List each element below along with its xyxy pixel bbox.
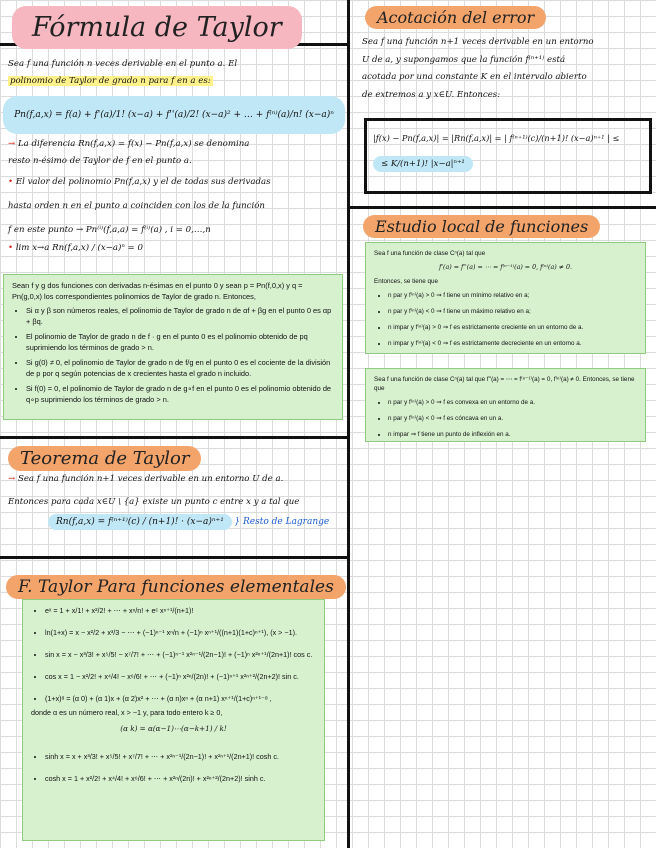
properties-intro: Sean f y g dos funciones con derivadas n-ésimas en el punto 0 y sean p = Pn(f,0,x) y q = Pn(g,0,x) los correspondientes polinomios de Taylor de grado n. Entonces, [12,281,303,301]
error-bound-highlight: ≤ K/(n+1)! |x−a|ⁿ⁺¹ [373,156,473,172]
elementales-box [22,599,325,841]
list-item: • n par y f⁽ⁿ⁾(a) < 0 ⇒ f es cóncava en un a. [388,414,637,423]
bullet-icon: • [8,243,16,253]
binomial-definition: (α k) = α(α−1)⋯(α−k+1) / k! [120,724,227,733]
formula-text [8,56,342,90]
list-item: • n impar y f⁽ⁿ⁾(a) > 0 ⇒ f es estrictamente creciente en un entorno de a. [388,323,637,332]
list-item: • sin x = x − x³/3! + x⁵/5! − x⁷/7! + ⋯ + (−1)ⁿ⁻¹ x²ⁿ⁻¹/(2n−1)! + (−1)ⁿ x²ⁿ⁺¹/(2n+1)! cos c. [45,650,316,660]
list-item: • El polinomio de Taylor de grado n de f · g en el punto 0 es el polinomio obtenido de pq suprimiendo los términos de grado > n. [26,332,334,353]
list-item: • cosh x = 1 + x²/2! + x⁴/4! + x⁶/6! + ⋯ + x²ⁿ/(2n)! + x²ⁿ⁺²/(2n+2)! sinh c. [45,774,316,784]
extrema-then: Entonces, se tiene que [374,278,439,285]
taylor-polynomial [3,96,345,134]
extrema-intro: Sea f una función de clase Cⁿ(a) tal que [374,250,486,257]
lagrange-label: } Resto de Lagrange [234,517,330,527]
list-item: • Si α y β son números reales, el polinomio de Taylor de grado n de αf + βg en el punto 0 es αp + βq. [26,306,334,327]
remainder-text [8,136,342,170]
list-item: • ln(1+x) = x − x²/2 + x³/3 − ⋯ + (−1)ⁿ⁻¹ xⁿ/n + (−1)ⁿ xⁿ⁺¹/((n+1)(1+c)ⁿ⁺¹), (x > −1). [45,628,316,638]
elementales-list [31,606,316,704]
list-item: • n par y f⁽ⁿ⁾(a) < 0 ⇒ f tiene un máximo relativo en a; [388,307,637,316]
derivatives-line: hasta orden n en el punto a coinciden con los de la función [8,201,265,211]
convexity-list [374,398,637,439]
extrema-box [365,242,646,354]
bullet-icon: • [8,177,16,187]
lagrange-formula: Rn(f,a,x) = f⁽ⁿ⁺¹⁾(c) / (n+1)! · (x−a)ⁿ⁺¹ [48,514,232,530]
properties-box [3,274,343,420]
properties-list [12,306,334,405]
section-rule [347,206,656,209]
error-bound-box [364,118,652,194]
acotacion-title: Acotación del error [365,6,546,29]
elementales-note: donde α es un número real, x > −1 y, para todo entero k ≥ 0, [31,708,223,717]
extrema-condition: f'(a) = f''(a) = ⋯ = f⁽ⁿ⁻¹⁾(a) = 0, f⁽ⁿ⁾(a) ≠ 0. [438,264,573,271]
formula-title: Fórmula de Taylor [12,6,302,49]
list-item: • n par y f⁽ⁿ⁾(a) > 0 ⇒ f tiene un mínimo relativo en a; [388,291,637,300]
elementales-list-hyperbolic [31,752,316,784]
list-item: • n par y f⁽ⁿ⁾(a) > 0 ⇒ f es convexa en un entorno de a. [388,398,637,407]
limit-formula [8,240,342,257]
acotacion-text [362,34,652,104]
error-bound-line: |f(x) − Pn(f,a,x)| = |Rn(f,a,x)| = | f⁽ⁿ⁺¹⁾(c)/(n+1)! (x−a)ⁿ⁺¹ | ≤ [373,133,620,143]
estudio-title: Estudio local de funciones [363,215,600,238]
derivatives-line [8,174,342,191]
acotacion-line: Sea f una función n+1 veces derivable en un entorno [362,37,594,47]
acotacion-line: de extremos a y x∈U. Entonces: [362,89,501,100]
taylor-polynomial-text: Pn(f,a,x) = f(a) + f'(a)/1! (x−a) + f''(a)/2! (x−a)² + … + f⁽ⁿ⁾(a)/n! (x−a)ⁿ [14,110,334,120]
derivatives-line: f en este punto → Pn⁽ⁱ⁾(f,a,a) = f⁽ⁱ⁾(a) , i = 0,…,n [8,225,211,235]
arrow-icon: → [8,474,18,484]
convexity-box [365,368,646,442]
remainder-line-text: La diferencia Rn(f,a,x) = f(x) − Pn(f,a,x) se denomina [17,139,250,149]
list-item: • n impar y f⁽ⁿ⁾(a) < 0 ⇒ f es estrictamente decreciente en un entorno a. [388,339,637,348]
remainder-line [8,136,342,153]
error-bound-line [373,159,473,169]
derivatives-line-text: El valor del polinomio Pn(f,a,x) y el de todas sus derivadas [15,177,271,187]
formula-highlight: polinomio de Taylor de grado n para f en a es: [10,76,211,86]
list-item: • eˣ = 1 + x/1! + x²/2! + ⋯ + xⁿ/n! + eᶜ xⁿ⁺¹/(n+1)! [45,606,316,616]
derivatives-text [8,174,342,239]
extrema-list [374,291,637,348]
limit-formula-text: lim x→a Rn(f,a,x) / (x−a)ⁿ = 0 [15,243,143,253]
formula-line: Sea f una función n veces derivable en el punto a. El [8,59,238,69]
lagrange-row [48,516,329,527]
section-rule [0,556,347,559]
section-rule [0,436,347,439]
teorema-line [8,471,342,488]
formula-line [8,73,342,90]
teorema-title: Teorema de Taylor [8,446,201,471]
list-item: • cos x = 1 − x²/2! + x⁴/4! − x⁶/6! + ⋯ + (−1)ⁿ x²ⁿ/(2n)! + (−1)ⁿ⁺¹ x²ⁿ⁺²/(2n+2)! sin c. [45,672,316,682]
list-item: • sinh x = x + x³/3! + x⁵/5! + x⁷/7! + ⋯ + x²ⁿ⁻¹/(2n−1)! + x²ⁿ⁺¹/(2n+1)! cosh c. [45,752,316,762]
elementales-title: F. Taylor Para funciones elementales [6,575,346,599]
column-divider [347,0,350,848]
convexity-intro: Sea f una función de clase Cⁿ(a) tal que f''(a) = ⋯ = f⁽ⁿ⁻¹⁾(a) = 0, f⁽ⁿ⁾(a) ≠ 0. Entonces, se tiene que [374,376,635,392]
list-item: • Si g(0) ≠ 0, el polinomio de Taylor de grado n de f/g en el punto 0 es el cociente de la división de p por q según potencias de x crecientes hasta el grado n incluido. [26,358,334,379]
teorema-line-text: Sea f una función n+1 veces derivable en un entorno U de a. [17,474,284,484]
arrow-icon: → [8,139,18,149]
list-item: • Si f(0) = 0, el polinomio de Taylor de grado n de g∘f en el punto 0 es el polinomio obtenido de q∘p suprimiendo los términos de grado > n. [26,384,334,405]
remainder-line: resto n-ésimo de Taylor de f en el punto a. [8,156,192,166]
list-item: • (1+x)ᵅ = (α 0) + (α 1)x + (α 2)x² + ⋯ + (α n)xⁿ + (α n+1) xⁿ⁺¹/(1+c)ⁿ⁺¹⁻ᵅ , [45,694,316,704]
acotacion-line: acotada por una constante K en el intervalo abierto [362,72,587,82]
teorema-line: Entonces para cada x∈U \ {a} existe un punto c entre x y a tal que [8,497,300,507]
acotacion-line: U de a, y supongamos que la función f⁽ⁿ⁺¹⁾ está [362,54,566,65]
list-item: • n impar ⇒ f tiene un punto de inflexión en a. [388,430,637,439]
teorema-text [8,471,342,511]
